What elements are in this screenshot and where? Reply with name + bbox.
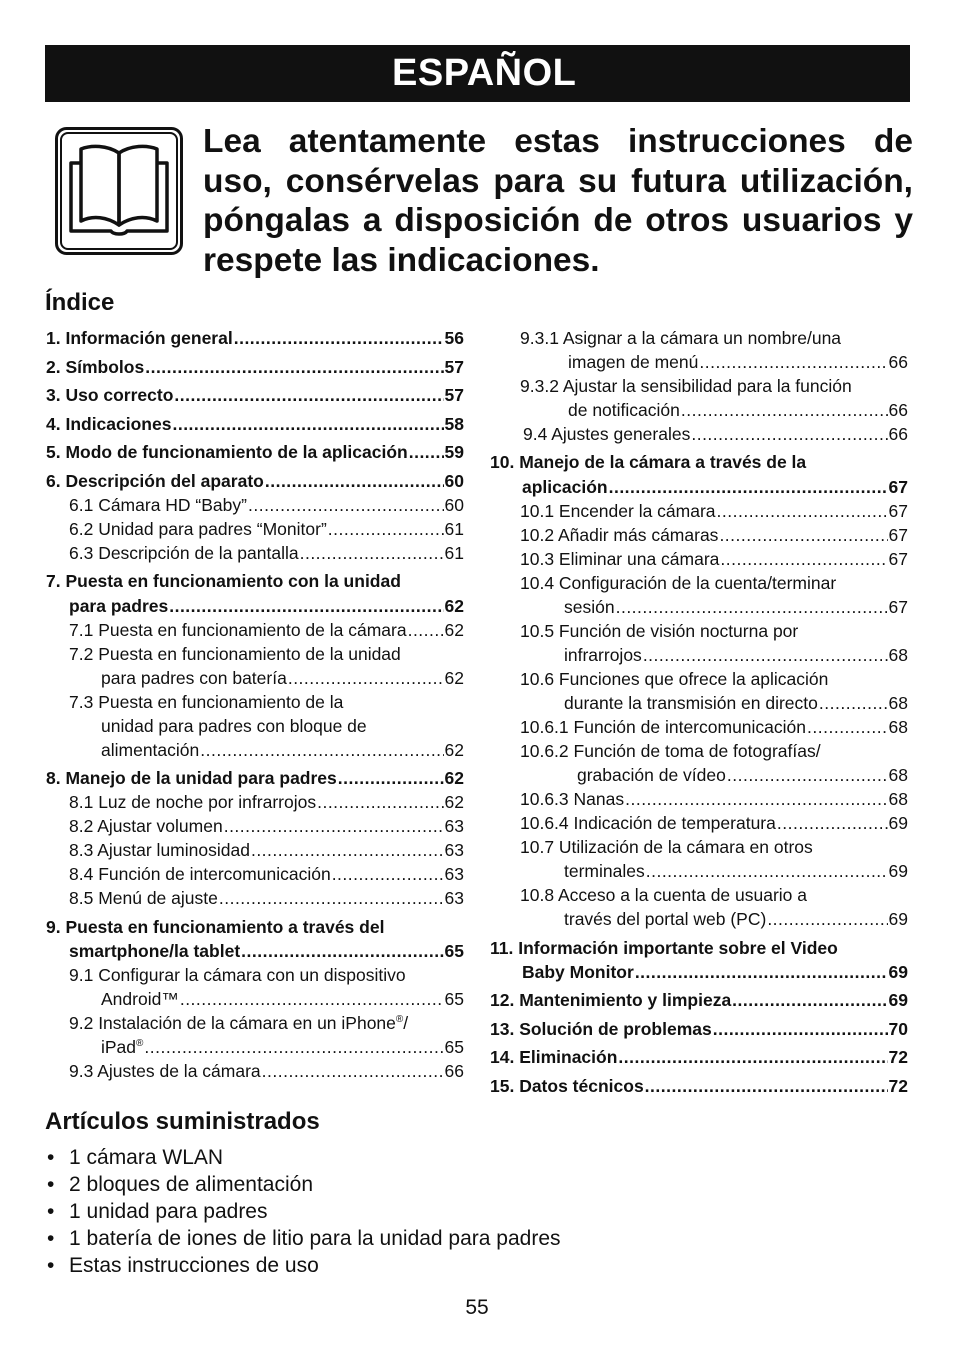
toc-leader — [609, 476, 888, 498]
toc-entry — [490, 860, 908, 882]
toc-entry-title: 8.5 Menú de ajuste — [69, 888, 218, 908]
toc-leader — [643, 644, 888, 666]
toc-entry — [46, 643, 464, 665]
bullet-icon: • — [47, 1227, 55, 1250]
toc-entry-title: aplicación — [522, 477, 608, 497]
toc-entry-title: 9.3.1 Asignar a la cámara un nombre/una — [520, 328, 842, 348]
toc-entry — [490, 668, 908, 690]
toc-entry — [46, 739, 464, 761]
toc-entry-title: 9.1 Configurar la cámara con un dispositivo — [69, 965, 406, 985]
toc-leader — [408, 619, 444, 641]
toc-leader — [172, 413, 443, 435]
toc-page-number: 63 — [444, 864, 464, 884]
toc-page-number: 62 — [444, 596, 464, 616]
toc-entry — [490, 327, 908, 349]
page-number: 55 — [465, 1296, 489, 1319]
toc-leader — [645, 1075, 888, 1097]
toc-leader — [691, 423, 887, 445]
toc-entry — [46, 964, 464, 986]
toc-leader — [145, 356, 443, 378]
toc-entry — [46, 1060, 464, 1082]
toc-entry — [46, 542, 464, 564]
bullet-icon: • — [47, 1173, 55, 1196]
toc-page-number: 63 — [444, 888, 464, 908]
toc-entry — [46, 518, 464, 540]
toc-entry-title: 7.1 Puesta en funcionamiento de la cámara — [69, 620, 407, 640]
toc-entry — [490, 716, 908, 738]
toc-leader — [328, 518, 444, 540]
toc-leader — [180, 988, 444, 1010]
toc-leader — [300, 542, 444, 564]
toc-entry — [46, 791, 464, 813]
toc-leader — [200, 739, 443, 761]
toc-entry-title: 12. Mantenimiento y limpieza — [490, 990, 732, 1010]
toc-entry — [46, 815, 464, 837]
toc-entry-title: 5. Modo de funcionamiento de la aplicación — [46, 442, 408, 462]
toc-entry-title: 9. Puesta en funcionamiento a través del — [46, 917, 385, 937]
toc-page-number: 68 — [888, 789, 908, 809]
toc-entry — [490, 908, 908, 930]
toc-entry — [490, 961, 908, 983]
toc-leader — [732, 989, 887, 1011]
toc-entry — [490, 524, 908, 546]
toc-leader — [248, 494, 444, 516]
toc-leader — [251, 839, 444, 861]
toc-entry — [46, 863, 464, 885]
toc-entry-title: 9.3.2 Ajustar la sensibilidad para la función — [520, 376, 852, 396]
toc-entry — [490, 572, 908, 594]
toc-entry-title: grabación de vídeo — [577, 765, 726, 785]
toc-page-number: 70 — [888, 1019, 908, 1039]
toc-leader — [719, 524, 887, 546]
toc-entry-title: terminales — [564, 861, 645, 881]
toc-entry-title: 8.4 Función de intercomunicación — [69, 864, 331, 884]
toc-entry-title: 10.4 Configuración de la cuenta/terminar — [520, 573, 837, 593]
toc-entry — [46, 327, 464, 349]
toc-page-number: 72 — [888, 1076, 908, 1096]
toc-leader — [720, 548, 887, 570]
toc-entry — [490, 836, 908, 858]
toc-entry-title: 10. Manejo de la cámara a través de la — [490, 452, 807, 472]
toc-entry-title: smartphone/la tablet — [69, 941, 241, 961]
toc-leader — [288, 667, 444, 689]
toc-entry-title: 9.2 Instalación de la cámara en un iPhone®/ — [69, 1013, 409, 1033]
toc-entry — [490, 937, 908, 959]
toc-page-number: 68 — [888, 693, 908, 713]
toc-entry — [46, 1036, 464, 1058]
toc-page-number: 69 — [888, 909, 908, 929]
toc-page-number: 67 — [888, 477, 908, 497]
toc-entry-title: iPad® — [101, 1037, 144, 1057]
toc-entry-title: 7. Puesta en funcionamiento con la unidad — [46, 571, 401, 591]
toc-entry-title: 7.2 Puesta en funcionamiento de la unidad — [69, 644, 401, 664]
toc-entry-title: unidad para padres con bloque de — [101, 716, 367, 736]
toc-page-number: 63 — [444, 840, 464, 860]
toc-leader — [681, 399, 888, 421]
toc-page-number: 69 — [888, 962, 908, 982]
toc-leader — [767, 908, 887, 930]
toc-entry-title: 10.6.4 Indicación de temperatura — [520, 813, 776, 833]
toc-entry-title: 8.1 Luz de noche por infrarrojos — [69, 792, 317, 812]
toc-entry-title: imagen de menú — [568, 352, 699, 372]
toc-leader — [409, 441, 444, 463]
toc-leader — [169, 595, 443, 617]
toc-entry-title: 10.6 Funciones que ofrece la aplicación — [520, 669, 829, 689]
toc-entry — [490, 500, 908, 522]
toc-page-number: 67 — [888, 549, 908, 569]
toc-heading: Índice — [45, 289, 115, 316]
toc-page-number: 67 — [888, 501, 908, 521]
toc-leader — [625, 788, 887, 810]
toc-entry — [490, 812, 908, 834]
toc-entry — [490, 884, 908, 906]
toc-leader — [234, 327, 444, 349]
toc-leader — [713, 1018, 888, 1040]
toc-entry — [490, 351, 908, 373]
toc-leader — [618, 1046, 887, 1068]
toc-entry-title: 10.3 Eliminar una cámara — [520, 549, 720, 569]
toc-page-number: 62 — [444, 792, 464, 812]
list-item: • 1 batería de iones de litio para la unidad para padres — [47, 1227, 561, 1250]
toc-entry-title: 9.4 Ajustes generales — [523, 424, 691, 444]
supplied-heading: Artículos suministrados — [45, 1108, 320, 1135]
toc-page-number: 65 — [444, 941, 464, 961]
toc-entry-title: 8.2 Ajustar volumen — [69, 816, 223, 836]
toc-entry — [490, 451, 908, 473]
toc-leader — [807, 716, 888, 738]
toc-entry-title: 9.3 Ajustes de la cámara — [69, 1061, 261, 1081]
toc-leader — [338, 767, 444, 789]
toc-entry-title: 8. Manejo de la unidad para padres — [46, 768, 337, 788]
toc-entry — [46, 887, 464, 909]
bullet-icon: • — [47, 1146, 55, 1169]
toc-entry — [46, 413, 464, 435]
toc-page-number: 62 — [444, 740, 464, 760]
toc-entry-title: para padres con batería — [101, 668, 287, 688]
toc-leader — [727, 764, 888, 786]
list-item: • 1 unidad para padres — [47, 1200, 268, 1223]
toc-entry-title: través del portal web (PC) — [564, 909, 767, 929]
toc-entry-title: 10.5 Función de visión nocturna por — [520, 621, 799, 641]
toc-entry — [46, 767, 464, 789]
toc-entry-title: 4. Indicaciones — [46, 414, 172, 434]
toc-entry-title: 14. Eliminación — [490, 1047, 618, 1067]
toc-entry-title: 11. Información importante sobre el Video — [490, 938, 838, 958]
toc-entry — [490, 989, 908, 1011]
toc-leader — [219, 887, 444, 909]
toc-page-number: 68 — [888, 645, 908, 665]
toc-entry — [46, 356, 464, 378]
toc-leader — [332, 863, 444, 885]
toc-entry-title: de notificación — [568, 400, 680, 420]
toc-entry — [46, 988, 464, 1010]
toc-page-number: 62 — [444, 668, 464, 688]
toc-entry — [46, 619, 464, 641]
toc-entry — [490, 423, 908, 445]
toc-entry — [490, 1075, 908, 1097]
toc-entry-title: 8.3 Ajustar luminosidad — [69, 840, 250, 860]
toc-entry — [46, 1012, 464, 1034]
toc-page-number: 57 — [444, 385, 464, 405]
toc-entry-title: 1. Información general — [46, 328, 233, 348]
toc-entry — [490, 399, 908, 421]
toc-entry — [46, 570, 464, 592]
toc-entry — [490, 1018, 908, 1040]
toc-leader — [777, 812, 888, 834]
toc-entry — [46, 384, 464, 406]
toc-page-number: 60 — [444, 495, 464, 515]
toc-page-number: 59 — [444, 442, 464, 462]
toc-entry-title: 10.1 Encender la cámara — [520, 501, 716, 521]
toc-entry-title: 10.8 Acceso a la cuenta de usuario a — [520, 885, 808, 905]
open-book-icon — [55, 127, 183, 255]
toc-entry-title: sesión — [564, 597, 615, 617]
toc-entry-title: alimentación — [101, 740, 200, 760]
toc-entry-title: 13. Solución de problemas — [490, 1019, 712, 1039]
toc-page-number: 66 — [444, 1061, 464, 1081]
toc-page-number: 62 — [444, 620, 464, 640]
toc-entry-title: Android™ — [101, 989, 179, 1009]
toc-page-number: 61 — [444, 543, 464, 563]
toc-page-number: 72 — [888, 1047, 908, 1067]
toc-page-number: 58 — [444, 414, 464, 434]
toc-entry-title: 7.3 Puesta en funcionamiento de la — [69, 692, 344, 712]
toc-entry-title: 10.6.2 Función de toma de fotografías/ — [520, 741, 821, 761]
toc-entry — [46, 916, 464, 938]
toc-entry — [46, 839, 464, 861]
toc-entry — [46, 595, 464, 617]
toc-leader — [241, 940, 443, 962]
toc-entry-title: 10.6.3 Nanas — [520, 789, 625, 809]
toc-leader — [819, 692, 888, 714]
language-title: ESPAÑOL — [392, 52, 577, 94]
toc-entry — [46, 940, 464, 962]
toc-leader — [646, 860, 888, 882]
toc-entry-title: 6.2 Unidad para padres “Monitor” — [69, 519, 327, 539]
toc-page-number: 56 — [444, 328, 464, 348]
toc-entry-title: 6.1 Cámara HD “Baby” — [69, 495, 247, 515]
toc-page-number: 61 — [444, 519, 464, 539]
list-item: • Estas instrucciones de uso — [47, 1254, 319, 1277]
toc-leader — [616, 596, 888, 618]
toc-entry — [46, 494, 464, 516]
toc-entry-title: 10.6.1 Función de intercomunicación — [520, 717, 807, 737]
toc-page-number: 67 — [888, 525, 908, 545]
toc-page-number: 63 — [444, 816, 464, 836]
toc-entry — [46, 441, 464, 463]
toc-page-number: 66 — [888, 352, 908, 372]
toc-entry-title: infrarrojos — [564, 645, 642, 665]
list-item: • 1 cámara WLAN — [47, 1146, 224, 1169]
toc-page-number: 66 — [888, 400, 908, 420]
toc-page-number: 60 — [444, 471, 464, 491]
intro-instructions: Lea atentamente estas instrucciones de uso, consérvelas para su futura utilización, póngalas a disposición de otros usuarios y respete las indicaciones. — [203, 123, 913, 279]
toc-entry — [490, 764, 908, 786]
toc-entry — [490, 740, 908, 762]
toc-leader — [174, 384, 443, 406]
toc-leader — [717, 500, 888, 522]
toc-leader — [224, 815, 444, 837]
toc-entry — [46, 667, 464, 689]
toc-entry-title: para padres — [69, 596, 169, 616]
toc-entry-title: 6. Descripción del aparato — [46, 471, 264, 491]
toc-leader — [317, 791, 443, 813]
toc-entry-title: 15. Datos técnicos — [490, 1076, 644, 1096]
toc-entry-title: 6.3 Descripción de la pantalla — [69, 543, 299, 563]
toc-entry-title: Baby Monitor — [522, 962, 634, 982]
list-item: • 2 bloques de alimentación — [47, 1173, 314, 1196]
toc-entry — [46, 470, 464, 492]
toc-page-number: 69 — [888, 990, 908, 1010]
toc-page-number: 65 — [444, 1037, 464, 1057]
toc-entry-title: 10.7 Utilización de la cámara en otros — [520, 837, 813, 857]
toc-page-number: 68 — [888, 765, 908, 785]
toc-page-number: 67 — [888, 597, 908, 617]
toc-leader — [635, 961, 888, 983]
toc-entry — [46, 691, 464, 713]
toc-entry — [490, 788, 908, 810]
toc-page-number: 57 — [444, 357, 464, 377]
toc-page-number: 68 — [888, 717, 908, 737]
toc-leader — [699, 351, 887, 373]
toc-entry — [490, 1046, 908, 1068]
toc-entry — [490, 596, 908, 618]
toc-page-number: 69 — [888, 861, 908, 881]
toc-entry — [490, 375, 908, 397]
toc-page-number: 66 — [888, 424, 908, 444]
toc-entry-title: 2. Símbolos — [46, 357, 145, 377]
toc-page-number: 65 — [444, 989, 464, 1009]
toc-entry — [490, 548, 908, 570]
bullet-icon: • — [47, 1254, 55, 1277]
toc-entry — [490, 692, 908, 714]
supplied-list — [45, 1144, 561, 1279]
toc-entry — [490, 620, 908, 642]
toc-leader — [262, 1060, 444, 1082]
toc-page-number: 69 — [888, 813, 908, 833]
toc-entry — [46, 715, 464, 737]
toc-entry — [490, 476, 908, 498]
toc-leader — [144, 1036, 443, 1058]
toc-entry-title: 10.2 Añadir más cámaras — [520, 525, 719, 545]
bullet-icon: • — [47, 1200, 55, 1223]
toc-entry-title: 3. Uso correcto — [46, 385, 174, 405]
toc-entry-title: durante la transmisión en directo — [564, 693, 818, 713]
toc-entry — [490, 644, 908, 666]
toc-leader — [265, 470, 444, 492]
toc-page-number: 62 — [444, 768, 464, 788]
